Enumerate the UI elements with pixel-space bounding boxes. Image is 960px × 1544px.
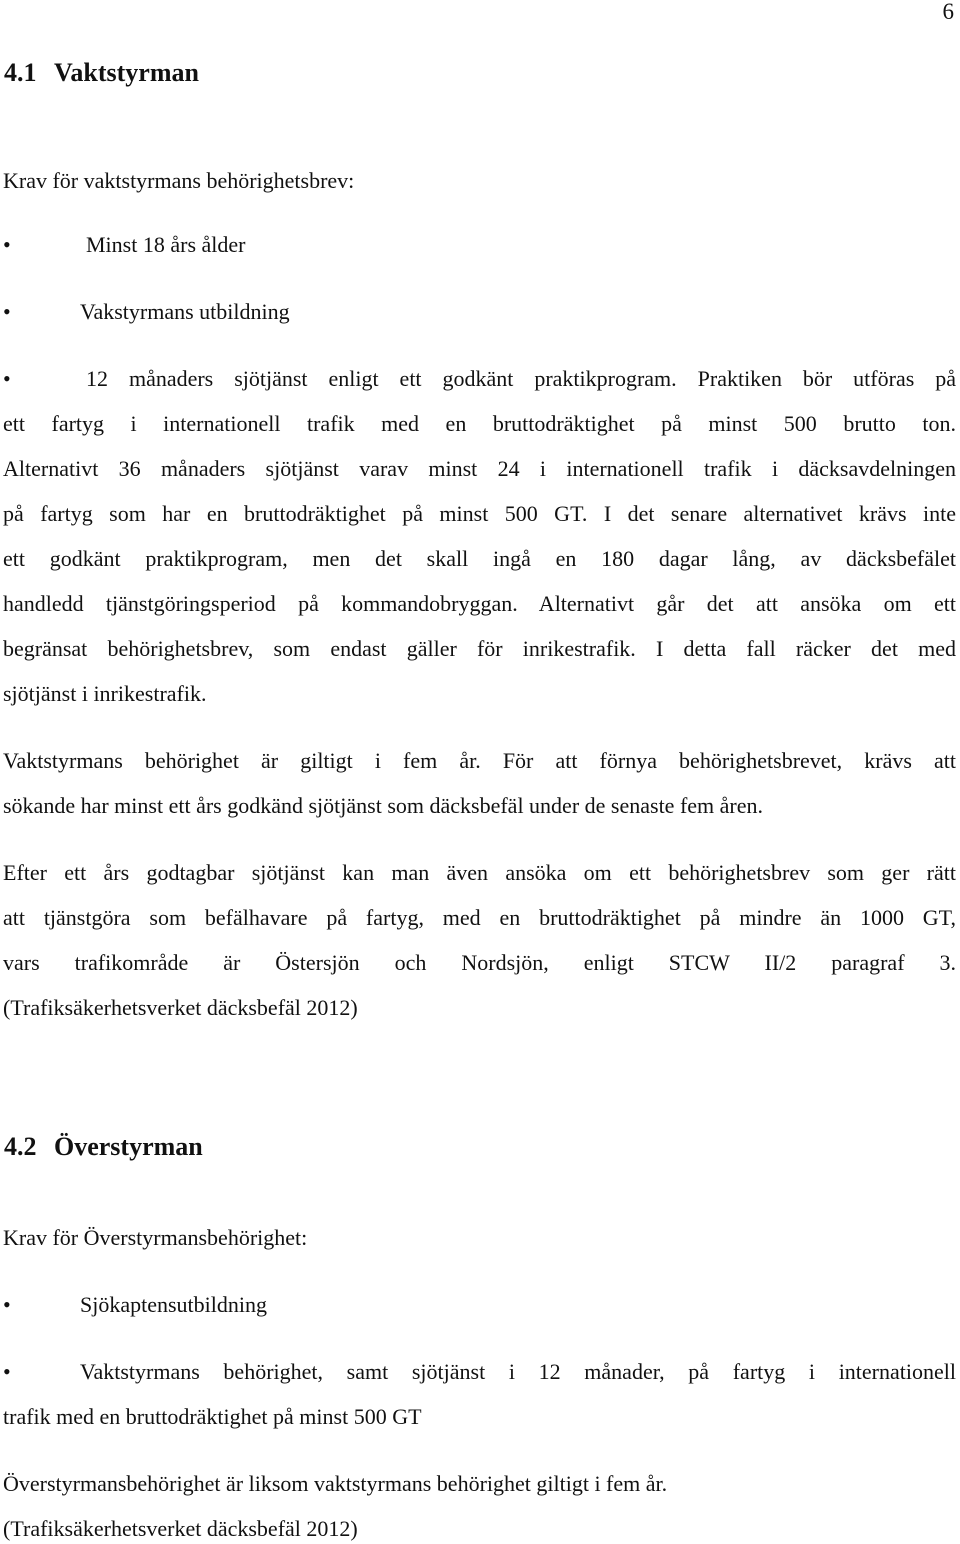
paragraph-line: ett godkänt praktikprogram, men det skall ingå en 180 dagar lång, av däcksbefälet: [3, 546, 956, 571]
paragraph-line: sökande har minst ett års godkänd sjötjänst som däcksbefäl under de senaste fem åren.: [3, 793, 763, 818]
bullet-item: Vaktstyrmans behörighet, samt sjötjänst i 12 månader, på fartyg i internationell: [80, 1359, 956, 1384]
paragraph-line: ett fartyg i internationell trafik med en bruttodräktighet på minst 500 brutto ton.: [3, 411, 956, 436]
paragraph-line: Överstyrmansbehörighet är liksom vaktstyrmans behörighet giltigt i fem år.: [3, 1471, 668, 1496]
paragraph-line: vars trafikområde är Östersjön och Nordsjön, enligt STCW II/2 paragraf 3.: [3, 950, 956, 975]
paragraph-line: att tjänstgöra som befälhavare på fartyg, med en bruttodräktighet på mindre än 1000 GT,: [3, 905, 956, 930]
section-heading-4-2: [4, 1131, 203, 1163]
paragraph-line: sjötjänst i inrikestrafik.: [3, 681, 207, 706]
page-number: 6: [942, 0, 954, 24]
bullet-item: Minst 18 års ålder: [86, 232, 246, 257]
section-title: Överstyrman: [54, 1132, 203, 1161]
citation: (Trafiksäkerhetsverket däcksbefäl 2012): [3, 1516, 358, 1541]
paragraph-line: Vaktstyrmans behörighet är giltigt i fem år. För att förnya behörighetsbrevet, krävs att: [3, 748, 956, 773]
bullet-marker: •: [3, 232, 11, 257]
section-title: Vaktstyrman: [54, 58, 199, 87]
section-heading-4-1: [4, 57, 199, 89]
section-number: 4.2: [4, 1132, 37, 1161]
paragraph-line: Alternativt 36 månaders sjötjänst varav minst 24 i internationell trafik i däcksavdelningen: [3, 456, 956, 481]
bullet-item: 12 månaders sjötjänst enligt ett godkänt praktikprogram. Praktiken bör utföras på: [86, 366, 956, 391]
bullet-marker: •: [3, 1359, 11, 1384]
citation: (Trafiksäkerhetsverket däcksbefäl 2012): [3, 995, 358, 1020]
bullet-marker: •: [3, 299, 11, 324]
paragraph-line: Efter ett års godtagbar sjötjänst kan man även ansöka om ett behörighetsbrev som ger rätt: [3, 860, 956, 885]
bullet-item: Sjökaptensutbildning: [80, 1292, 267, 1317]
paragraph-line: på fartyg som har en bruttodräktighet på minst 500 GT. I det senare alternativet krävs inte: [3, 501, 956, 526]
paragraph-line: handledd tjänstgöringsperiod på kommandobryggan. Alternativt går det att ansöka om ett: [3, 591, 956, 616]
bullet-marker: •: [3, 366, 11, 391]
paragraph-line: begränsat behörighetsbrev, som endast gäller för inrikestrafik. I detta fall räcker det med: [3, 636, 956, 661]
requirements-intro: Krav för vaktstyrmans behörighetsbrev:: [3, 168, 355, 193]
bullet-marker: •: [3, 1292, 11, 1317]
bullet-continuation: trafik med en bruttodräktighet på minst 500 GT: [3, 1404, 422, 1429]
bullet-item: Vakstyrmans utbildning: [80, 299, 290, 324]
section-number: 4.1: [4, 58, 37, 87]
requirements-intro: Krav för Överstyrmansbehörighet:: [3, 1225, 308, 1250]
